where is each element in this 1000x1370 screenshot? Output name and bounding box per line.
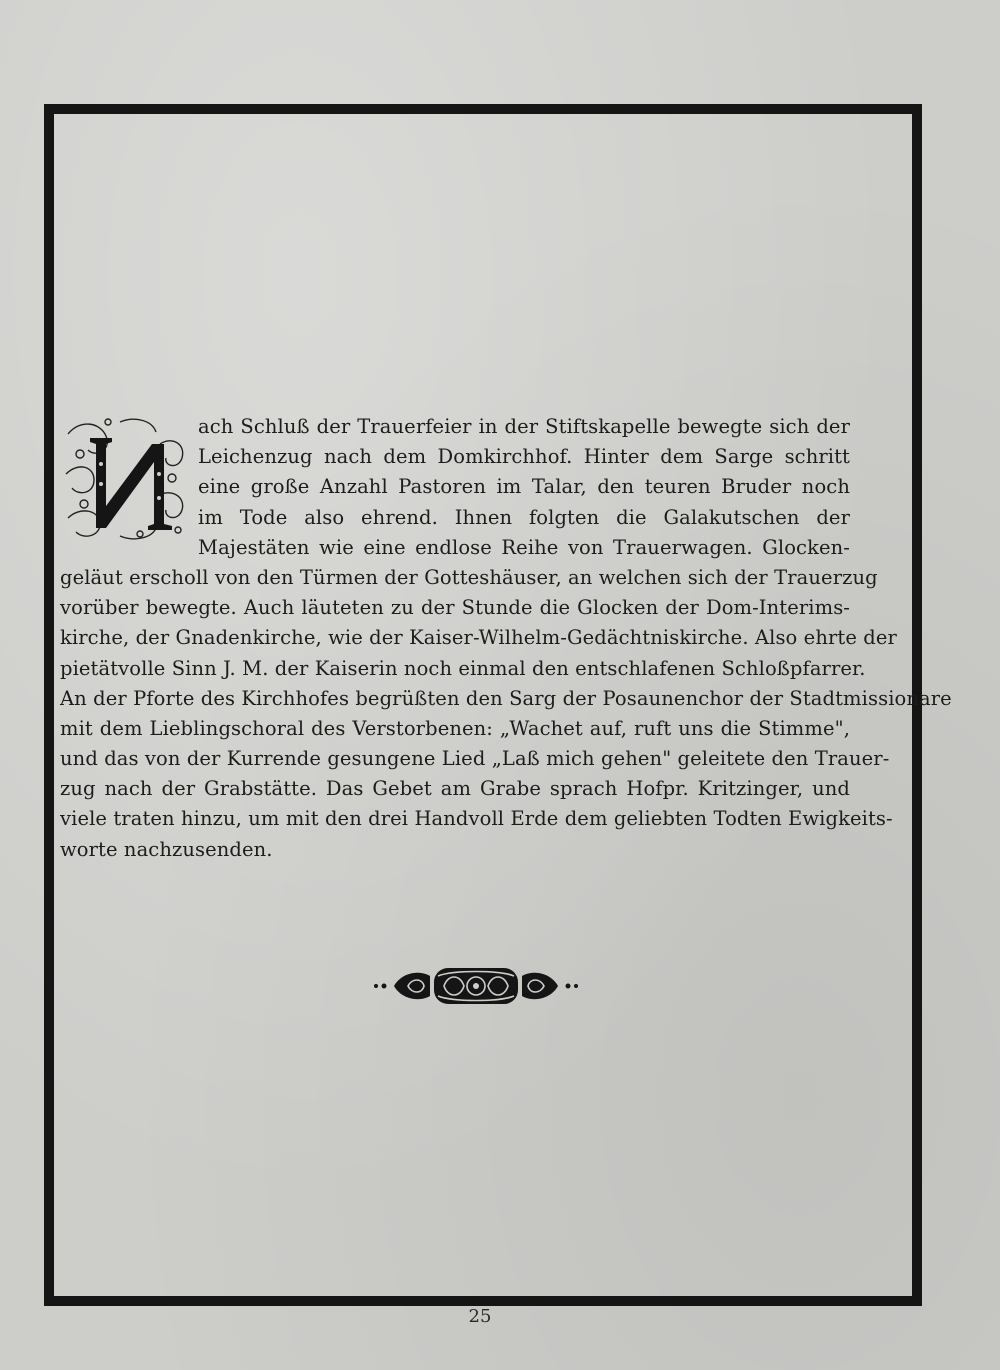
paragraph-line: mit dem Lieblingschoral des Verstorbenen: „Wachet auf, ruft uns die Stimme", [60,716,850,740]
paragraph-line: Majestäten wie eine endlose Reihe von Trauerwagen. Glocken- [198,535,850,559]
paragraph-line: pietätvolle Sinn J. M. der Kaiserin noch einmal den entschlafenen Schloßpfarrer. [60,656,866,680]
paragraph-line: vorüber bewegte. Auch läuteten zu der Stunde die Glocken der Dom-Interims- [60,596,850,620]
paragraph-line: geläut erscholl von den Türmen der Gotteshäuser, an welchen sich der Trauerzug [60,565,878,589]
body-paragraph [60,412,952,865]
paragraph-line: eine große Anzahl Pastoren im Talar, den teuren Bruder noch [198,475,850,499]
paragraph-line: worte nachzusenden. [60,837,273,861]
paragraph-line: viele traten hinzu, um mit den drei Handvoll Erde dem geliebten Todten Ewigkeits- [60,807,893,831]
paragraph-line: im Tode also ehrend. Ihnen folgten die Galakutschen der [198,505,850,529]
decorative-vignette [372,962,580,1010]
vignette-ornament-icon [372,962,580,1010]
page-number: 25 [468,1306,492,1327]
paragraph-line: ach Schluß der Trauerfeier in der Stiftskapelle bewegte sich der [198,415,850,438]
drop-cap-ornament-icon [60,414,192,544]
paragraph-line: und das von der Kurrende gesungene Lied „Laß mich gehen" geleitete den Trauer- [60,747,890,771]
paragraph-line: zug nach der Grabstätte. Das Gebet am Grabe sprach Hofpr. Kritzinger, und [60,777,850,801]
ornamental-drop-cap [60,414,192,544]
paragraph-line: kirche, der Gnadenkirche, wie der Kaiser-Wilhelm-Gedächtniskirche. Also ehrte der [60,626,897,650]
paragraph-line: An der Pforte des Kirchhofes begrüßten den Sarg der Posaunenchor der Stadtmissionare [60,686,952,710]
paragraph-line: Leichenzug nach dem Domkirchhof. Hinter dem Sarge schritt [198,445,850,469]
